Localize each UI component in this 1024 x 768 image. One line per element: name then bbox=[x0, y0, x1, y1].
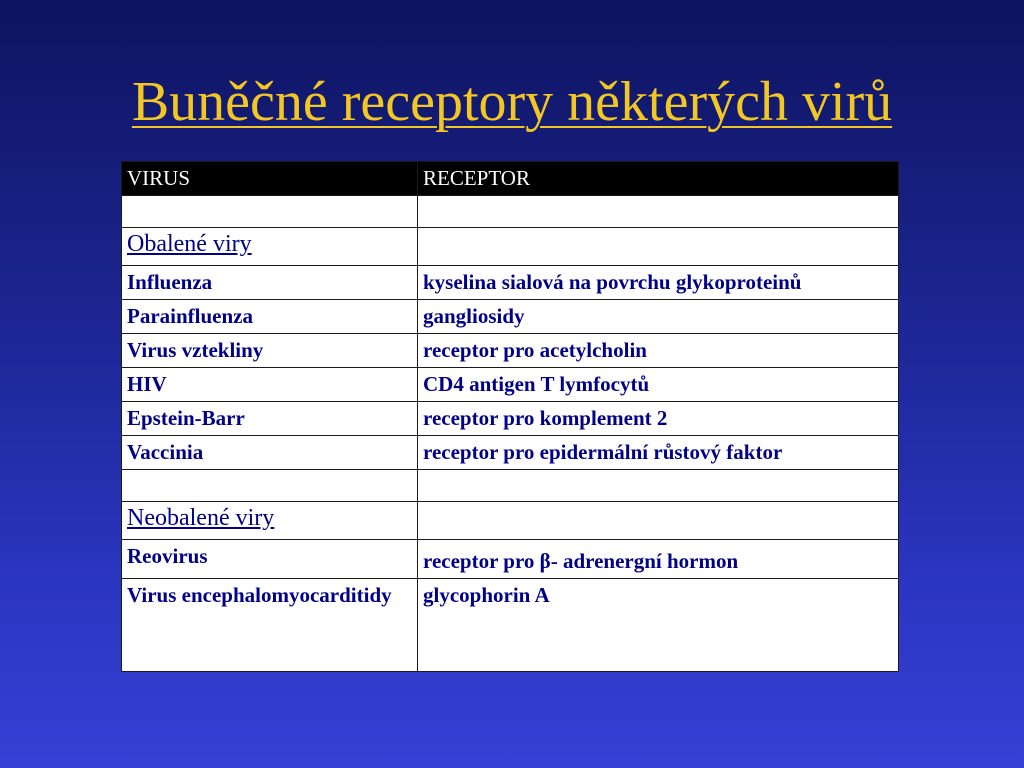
section-label-nonenveloped: Neobalené viry bbox=[127, 505, 275, 531]
table-row bbox=[122, 579, 899, 672]
receptor-cell: receptor pro acetylcholin bbox=[418, 334, 899, 368]
section-label-cell bbox=[122, 502, 418, 540]
table-row bbox=[122, 266, 899, 300]
virus-cell: Epstein-Barr bbox=[122, 402, 418, 436]
blank-cell bbox=[122, 196, 418, 228]
blank-cell bbox=[418, 196, 899, 228]
slide-title: Buněčné receptory některých virů bbox=[131, 71, 893, 133]
section-label-enveloped: Obalené viry bbox=[127, 231, 252, 257]
table-row bbox=[122, 540, 899, 579]
receptor-cell: receptor pro β- adrenergní hormon bbox=[418, 540, 899, 579]
table-row bbox=[122, 368, 899, 402]
section-row-nonenveloped bbox=[122, 502, 899, 540]
virus-cell: Parainfluenza bbox=[122, 300, 418, 334]
receptor-cell: receptor pro komplement 2 bbox=[418, 402, 899, 436]
virus-cell: Virus vztekliny bbox=[122, 334, 418, 368]
virus-receptor-table bbox=[121, 161, 899, 672]
receptor-cell: glycophorin A bbox=[418, 579, 899, 672]
receptor-cell: gangliosidy bbox=[418, 300, 899, 334]
section-label-cell bbox=[122, 228, 418, 266]
table-row bbox=[122, 334, 899, 368]
receptor-cell: kyselina sialová na povrchu glykoproteinů bbox=[418, 266, 899, 300]
blank-row bbox=[122, 196, 899, 228]
virus-cell: Vaccinia bbox=[122, 436, 418, 470]
table-row bbox=[122, 436, 899, 470]
table-row bbox=[122, 402, 899, 436]
table-header-row bbox=[122, 162, 899, 196]
table-row bbox=[122, 300, 899, 334]
blank-cell bbox=[418, 228, 899, 266]
virus-cell: HIV bbox=[122, 368, 418, 402]
virus-cell: Reovirus bbox=[122, 540, 418, 579]
blank-cell bbox=[418, 502, 899, 540]
blank-cell bbox=[418, 470, 899, 502]
blank-cell bbox=[122, 470, 418, 502]
receptor-cell: CD4 antigen T lymfocytů bbox=[418, 368, 899, 402]
virus-cell: Virus encephalomyocarditidy bbox=[122, 579, 418, 672]
header-virus: VIRUS bbox=[122, 162, 418, 196]
virus-cell: Influenza bbox=[122, 266, 418, 300]
section-row-enveloped bbox=[122, 228, 899, 266]
header-receptor: RECEPTOR bbox=[418, 162, 899, 196]
blank-row bbox=[122, 470, 899, 502]
receptor-cell: receptor pro epidermální růstový faktor bbox=[418, 436, 899, 470]
